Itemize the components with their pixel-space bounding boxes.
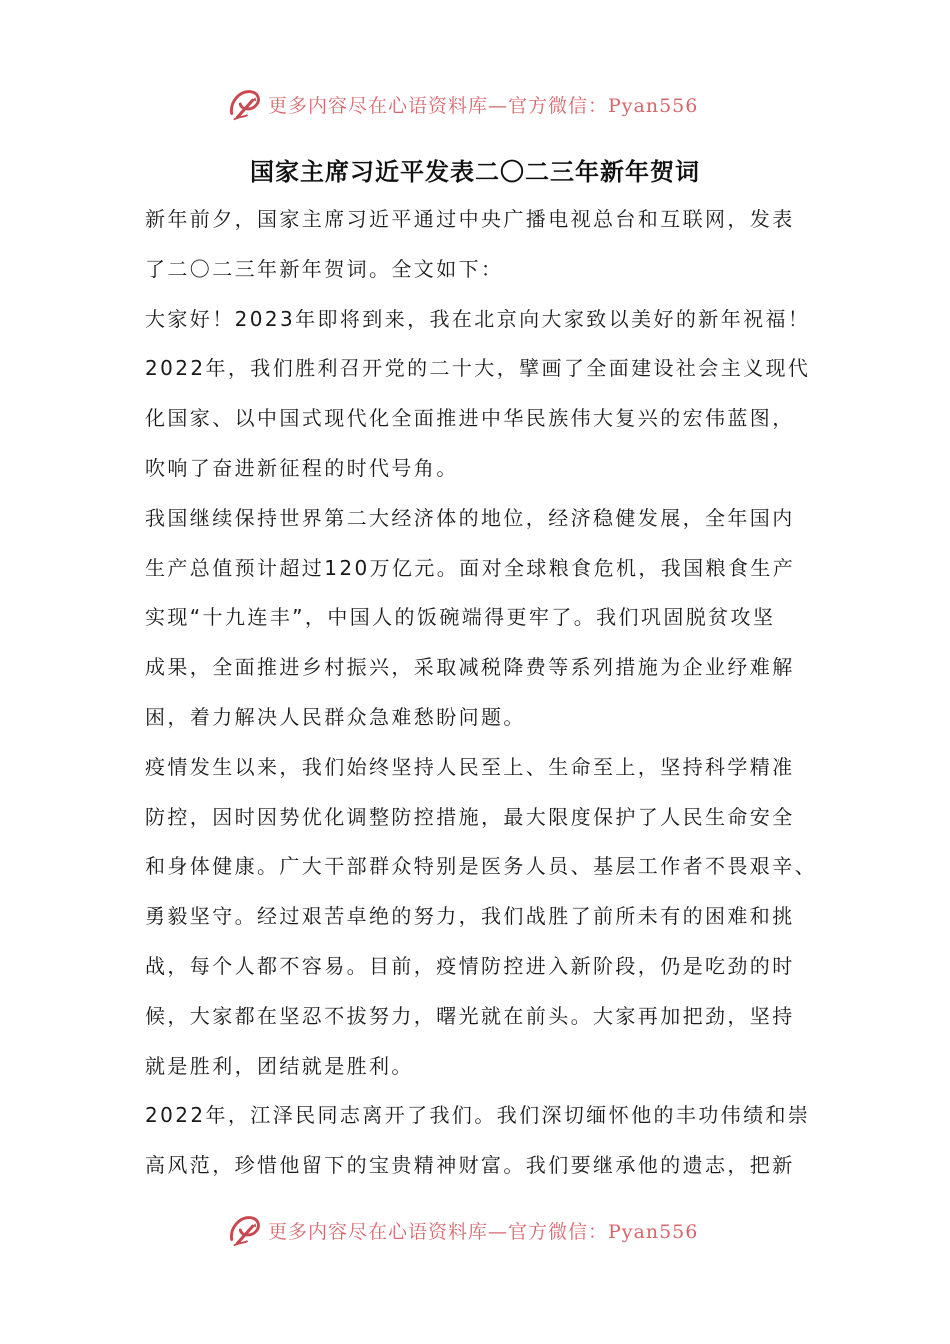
text-line: 战，每个人都不容易。目前，疫情防控进入新阶段，仍是吃劲的时: [145, 953, 795, 978]
text-line: 高风范，珍惜他留下的宝贵精神财富。我们要继承他的遗志，把新: [145, 1153, 795, 1178]
watermark-text: 更多内容尽在心语资料库—官方微信：Pyan556: [268, 94, 699, 117]
pen-swirl-logo-icon: [226, 85, 264, 123]
text-line: 候，大家都在坚忍不拔努力，曙光就在前头。大家再加把劲，坚持: [145, 1003, 795, 1028]
text-line: 困，着力解决人民群众急难愁盼问题。: [145, 704, 526, 729]
header-watermark-banner: [226, 84, 746, 124]
text-line: 大家好！2023年即将到来，我在北京向大家致以美好的新年祝福！: [145, 306, 811, 331]
document-body: [145, 195, 825, 1191]
text-line: 和身体健康。广大干部群众特别是医务人员、基层工作者不畏艰辛、: [145, 854, 817, 879]
watermark-text: 更多内容尽在心语资料库—官方微信：Pyan556: [268, 1220, 699, 1243]
text-line: 化国家、以中国式现代化全面推进中华民族伟大复兴的宏伟蓝图，: [145, 406, 795, 431]
text-line: 2022年，我们胜利召开党的二十大，擘画了全面建设社会主义现代: [145, 356, 811, 381]
text-line: 生产总值预计超过120万亿元。面对全球粮食危机，我国粮食生产: [145, 555, 796, 580]
text-line: 了二〇二三年新年贺词。全文如下：: [145, 256, 504, 281]
footer-watermark-banner: [226, 1210, 746, 1250]
text-line: 就是胜利，团结就是胜利。: [145, 1053, 414, 1078]
text-line: 我国继续保持世界第二大经济体的地位，经济稳健发展，全年国内: [145, 505, 795, 530]
pen-swirl-logo-icon: [226, 1211, 264, 1249]
text-line: 勇毅坚守。经过艰苦卓绝的努力，我们战胜了前所未有的困难和挑: [145, 904, 795, 929]
text-line: 吹响了奋进新征程的时代号角。: [145, 455, 459, 480]
text-line: 成果，全面推进乡村振兴，采取减税降费等系列措施为企业纾难解: [145, 655, 795, 680]
text-line: 新年前夕，国家主席习近平通过中央广播电视总台和互联网，发表: [145, 207, 795, 231]
text-line: 防控，因时因势优化调整防控措施，最大限度保护了人民生命安全: [145, 804, 795, 829]
text-line: 实现“十九连丰”，中国人的饭碗端得更牢了。我们巩固脱贫攻坚: [145, 605, 776, 630]
document-title: 国家主席习近平发表二〇二三年新年贺词: [250, 158, 700, 186]
text-line: 疫情发生以来，我们始终坚持人民至上、生命至上，坚持科学精准: [145, 754, 795, 779]
text-line: 2022年，江泽民同志离开了我们。我们深切缅怀他的丰功伟绩和崇: [145, 1103, 811, 1128]
